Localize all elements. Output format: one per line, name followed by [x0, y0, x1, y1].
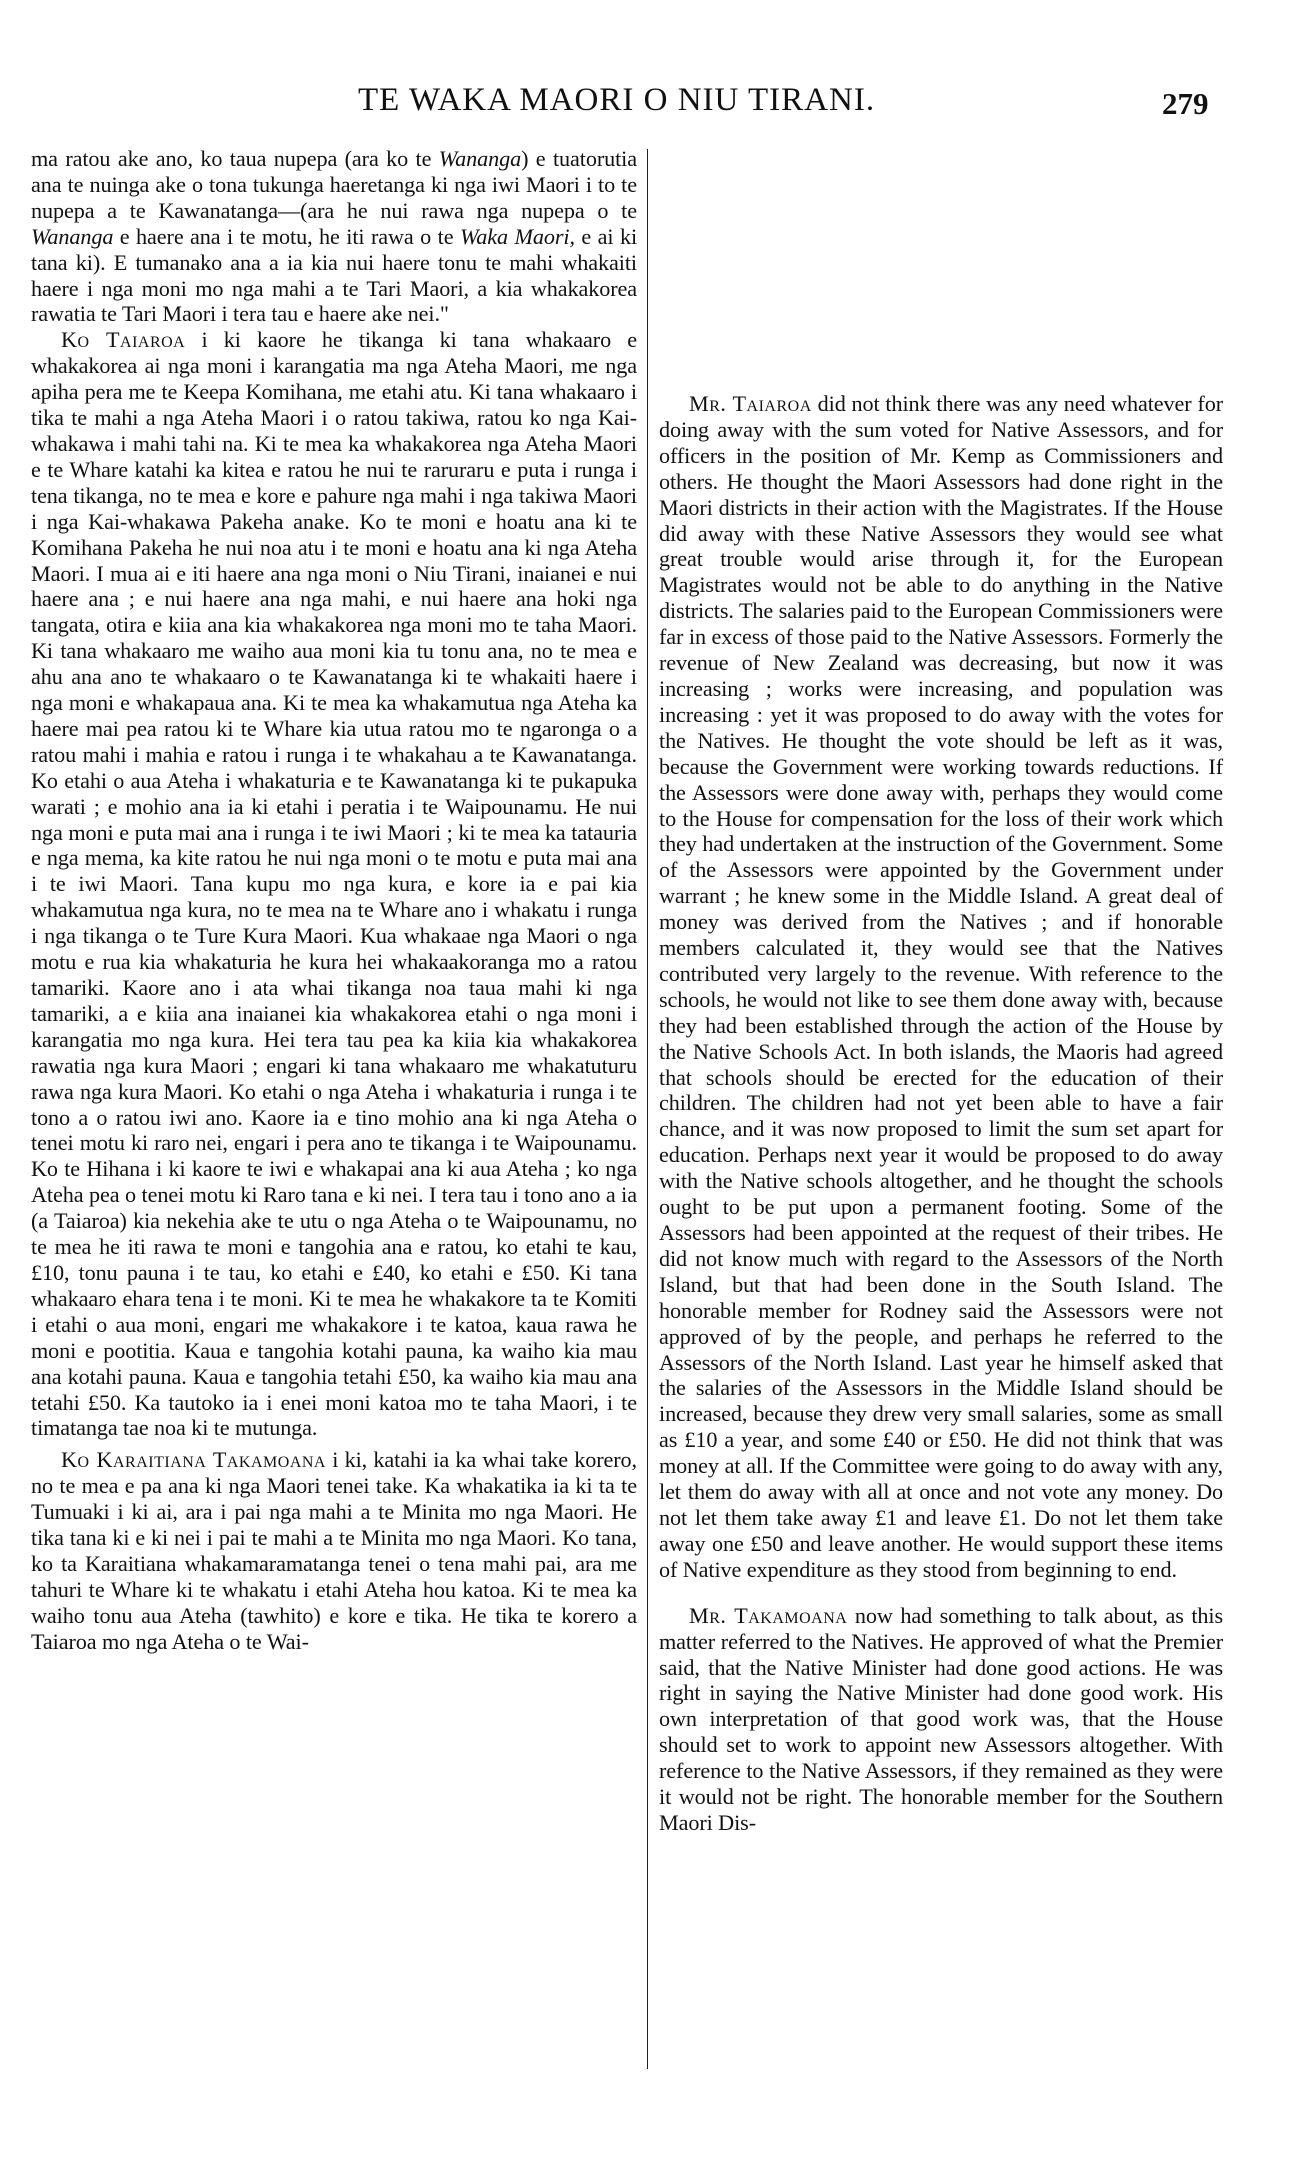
page-header [0, 82, 1306, 132]
paragraph-text: now had something to talk about, as this matter referred to the Natives. He approved of what the Premier said, that the Native Minister had done good actions. He was right in saying the Native Minister had done good work. His own interpretation of that good work was, that the House should set to work to appoint new Assessors altogether. With reference to the Native Assessors, if they remained as they were it would not be right. The honorable member for the Southern Maori Dis- [659, 1602, 1223, 1835]
paragraph-taiaroa-english [659, 391, 1223, 1583]
newspaper-name: Wananga [438, 146, 522, 171]
speaker-name: Ko Taiaroa [61, 327, 186, 353]
newspaper-name: Wananga [31, 223, 114, 249]
newspaper-name: Waka Maori [459, 223, 570, 249]
paragraph-text: did not think there was any need whatever for doing away with the sum voted for Native Assessors, and for officers in the position of Mr. Kemp as Commissioners and others. He thought the Maori Assessors had done right in the Maori districts in their action with the Magistrates. If the House did away with these Native Assessors they would see what great trouble would arise through it, for the European Magistrates would not be able to do anything in the Native districts. The salaries paid to the European Commissioners were far in excess of those paid to the Native Assessors. Formerly the revenue of New Zealand was decreasing, but now it was increasing ; works were increasing, and population was increasing : yet it was proposed to do away with the votes for the Natives. He thought the vote should be left as it was, because the Government were working towards reductions. If the Assessors were done away with, perhaps they would come to the House for compensation for the loss of their work which they had undertaken at the instruction of the Government. Some of the Assessors were appointed by the Government under warrant ; he knew some in the Middle Island. A great deal of money was derived from the Natives ; and if honorable members calculated it, they would see that the Natives contributed very largely to the revenue. With reference to the schools, he would not like to see them done away with, because they had been established through the action of the House by the Native Schools Act. In both islands, the Maoris had agreed that schools should be erected for the education of their children. The children had not yet been able to have a fair chance, and it was now proposed to limit the sum set apart for education. Perhaps next year it would be proposed to do away with the Native schools altogether, and he thought the schools ought to be put upon a permanent footing. Some of the Assessors had been appointed at the request of their tribes. He did not know much with regard to the Assessors of the North Island, but that had been done in the South Island. The honorable member for Rodney said the Assessors were not approved of by the people, and perhaps he referred to the Assessors of the North Island. Last year he himself asked that the salaries of the Assessors in the Middle Island should be increased, because they drew very small salaries, some as small as £10 a year, and some £40 or £50. He did not think that was money at all. If the Committee were going to do away with any, let them do away with all at once and not vote any money. Do not let them take away £1 and leave £1. Do not let them take away one £50 and leave another. He would support these items of Native expenditure as they stood from beginning to end. [659, 391, 1223, 1582]
text-run: ) e tuatorutia ana te nuinga ake o tona tukunga haeretanga ki nga iwi Maori i to te nupepa a te Kawanatanga—(ara he nui rawa nga nupepa o te [31, 146, 637, 223]
text-run: e haere ana i te motu, he iti rawa o te [113, 223, 460, 249]
paragraph-takamoana-maori [31, 1447, 637, 1654]
paragraph-text: i ki, katahi ia ka whai take korero, no te mea e pa ana ki nga Maori tenei take. Ka whakatika ia ki ta te Tumuaki i ki ai, ara i pai nga mahi a te Minita mo nga Maori. He tika tana ki e ki nei i pai te mahi a te Minita mo nga Maori. Ko tana, ko ta Karaitiana whakamaramatanga tenei o tena mahi pai, ara me tahuri te Whare ki te whakatu i etahi Ateha hou katoa. Ki te mea ka waiho tonu aua Ateha (tawhito) e kore e tika. He tika te korero a Taiaroa mo nga Ateha o te Wai- [31, 1447, 637, 1654]
maori-column [31, 146, 637, 1655]
paragraph-text: i ki kaore he tikanga ki tana whakaaro e whakakorea ai nga moni i karangatia ma nga Ateha Maori, me nga apiha pera me te Keepa Komihana, me etahi atu. Ki tana whakaaro i tika te mahi a nga Ateha Maori i o ratou takiwa, ratou ko nga Kai-whakawa i mahi tahi na. Ki te mea ka whakakorea nga Ateha Maori e te Whare katahi ka kitea e ratou he nui te raruraru e puta i runga i tena tikanga, no te mea e kore e pahure nga mahi i nga takiwa Maori i nga Kai-whakawa Pakeha anake. Ko te moni e hoatu ana ki te Komihana Pakeha he nui noa atu i te moni e hoatu ana ki nga Ateha Maori. I mua ai e iti haere ana nga moni o Niu Tirani, inaianei e nui haere ana ; e nui haere ana nga mahi, e nui haere ana hoki nga tangata, otira e kiia ana kia whakakorea nga moni mo te taha Maori. Ki tana whakaaro me waiho aua moni kia tu tonu ana, no te mea e ahu ana ano te whakaaro o te Kawanatanga ki te whakaiti haere i nga moni e whakapaua ana. Ki te mea ka whakamutua nga Ateha ka haere mai pea ratou ki te Whare kia utua ratou mo te ngaronga o a ratou mahi i mahia e ratou i runga i te whakahau a te Kawanatanga. Ko etahi o aua Ateha i whakaturia e te Kawanatanga ki te pukapuka warati ; e mohio ana ia ki etahi i peratia i te Waipounamu. He nui nga moni e puta mai ana i runga i te iwi Maori ; ki te mea ka tatauria e nga mema, ka kite ratou he nui nga moni o te motu e puta mai ana i te iwi Maori. Tana kupu mo nga kura, e kore ia e pai kia whakamutua nga kura, no te mea na te Whare ano i whakatu i runga i nga tikanga o te Ture Kura Maori. Kua whakaae nga Maori o nga motu e rua kia whakaturia he kura hei whakaakoranga mo a ratou tamariki. Kaore ano i ata whai tikanga noa taua mahi ki nga tamariki, a e kiia ana inaianei kia whakakorea etahi o nga moni i karangatia mo nga kura. Hei tera tau pea ka kiia kia whakakorea rawatia nga kura Maori ; engari ki tana whakaaro me whakatuturu rawa nga kura Maori. Ko etahi o nga Ateha i whakaturia i runga i te tono a o ratou iwi ano. Kaore ia e tino mohio ana ki nga Ateha o tenei motu ki raro nei, engari i pera ano te tikanga i te Waipounamu. Ko te Hihana i ki kaore te iwi e whakapai ana ki aua Ateha ; ko nga Ateha pea o tenei motu ki Raro tana e ki nei. I tera tau i tono ano a ia (a Taiaroa) kia nekehia ake te utu o nga Ateha o te Waipounamu, no te mea he iti rawa te moni e tangohia ana e ratou, ko etahi te kau, £10, tonu pauna i te tau, ko etahi e £40, ko etahi e £50. Ki tana whakaaro ehara tena i te moni. Ki te mea he whakakore ta te Komiti i etahi o aua moni, engari me whakakore i te katoa, kaua rawa he moni e pootitia. Kaua e tangohia kotahi pauna, ka waiho kia mau ana kotahi pauna. Kaua e tangohia tetahi £50, ka waiho kia mau ana tetahi £50. Ka tautoko ia i enei moni katoa mo te taha Maori, i te timatanga tae noa ki te mutunga. [31, 327, 638, 1441]
text-run: , e ai ki tana ki). E tumanako ana a ia kia nui haere tonu te mahi whakaiti haere i nga moni mo nga mahi a te Tari Maori, a kia whakakorea rawatia te Tari Maori i tera tau e haere ake nei." [31, 223, 638, 327]
speaker-name: Ko Karaitiana Takamoana [61, 1447, 326, 1473]
paragraph-taiaroa-maori [31, 327, 637, 1441]
speaker-name: Mr. Taiaroa [689, 391, 812, 416]
speaker-name: Mr. Takamoana [689, 1602, 848, 1628]
paragraph-continuation [31, 146, 637, 327]
paragraph-takamoana-english [659, 1603, 1223, 1836]
page-number: 279 [1162, 86, 1209, 121]
english-column [659, 391, 1223, 1836]
page-title: TE WAKA MAORI O NIU TIRANI. [358, 82, 876, 118]
column-divider [647, 149, 648, 2069]
text-run: ma ratou ake ano, ko taua nupepa (ara ko te [31, 146, 439, 171]
